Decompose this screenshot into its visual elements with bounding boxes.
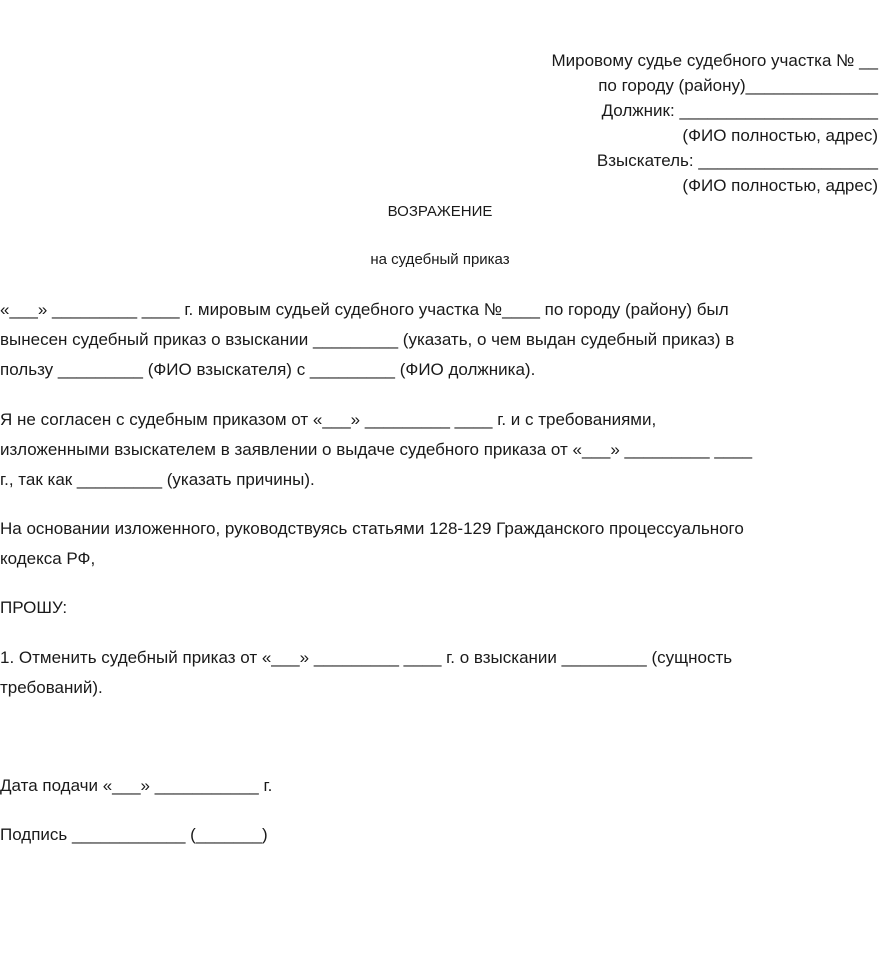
signature: Подпись ____________ (_______) (0, 825, 268, 844)
debtor-line: Должник: _____________________ (601, 101, 878, 120)
request-item (0, 643, 878, 703)
submission-date: Дата подачи «___» ___________ г. (0, 776, 273, 795)
paragraph-line: Я не согласен с судебным приказом от «___» _________ ____ г. и с требованиями, (0, 410, 657, 429)
addressee-judge-line: Мировому судье судебного участка № __ (551, 51, 878, 70)
claimant-hint: (ФИО полностью, адрес) (682, 176, 878, 195)
paragraph-line: кодекса РФ, (0, 549, 96, 568)
paragraph-line: вынесен судебный приказ о взыскании _________ (указать, о чем выдан судебный приказ) в (0, 330, 735, 349)
paragraph-line: г., так как _________ (указать причины). (0, 470, 315, 489)
paragraph-disagreement (0, 405, 878, 495)
addressee-city-line: по городу (району)______________ (598, 76, 878, 95)
claimant-line: Взыскатель: ___________________ (596, 151, 878, 170)
paragraph-line: 1. Отменить судебный приказ от «___» _________ ____ г. о взыскании _________ (сущность (0, 648, 733, 667)
document-subtitle: на судебный приказ (370, 251, 510, 268)
debtor-hint: (ФИО полностью, адрес) (682, 126, 878, 145)
paragraph-line: «___» _________ ____ г. мировым судьей судебного участка №____ по городу (району) был (0, 300, 729, 319)
request-heading: ПРОШУ: (0, 598, 68, 617)
addressee-block (508, 48, 878, 198)
paragraph-line: требований). (0, 678, 103, 697)
document-title: ВОЗРАЖЕНИЕ (387, 203, 493, 220)
paragraph-line: изложенными взыскателем в заявлении о выдаче судебного приказа от «___» _________ ____ (0, 440, 753, 459)
paragraph-order-issued (0, 295, 878, 385)
paragraph-line: На основании изложенного, руководствуясь статьями 128-129 Гражданского процессуального (0, 519, 744, 538)
paragraph-legal-basis (0, 514, 878, 574)
paragraph-line: пользу _________ (ФИО взыскателя) с _________ (ФИО должника). (0, 360, 536, 379)
